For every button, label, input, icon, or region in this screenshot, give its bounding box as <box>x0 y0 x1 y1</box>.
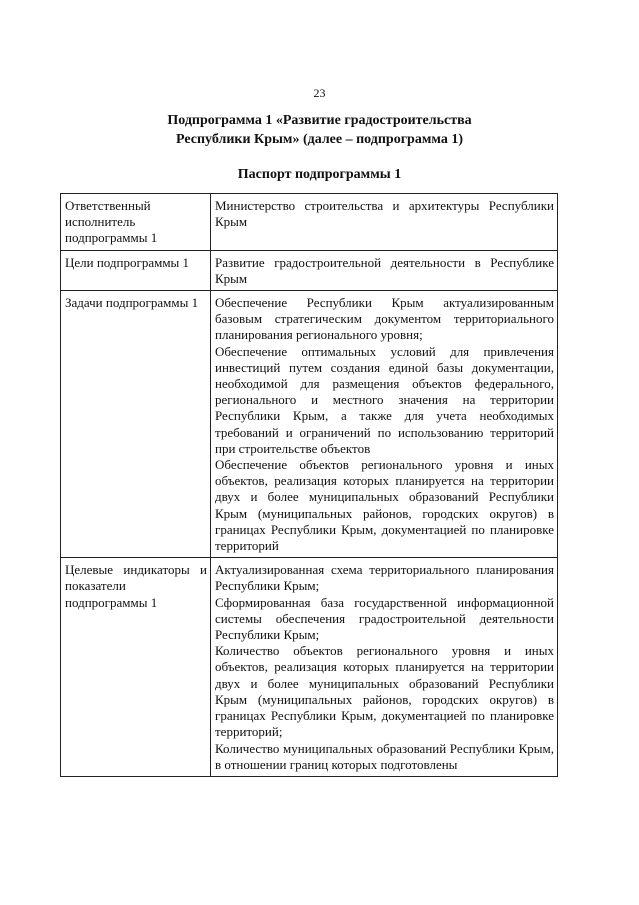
passport-title: Паспорт подпрограммы 1 <box>237 167 402 182</box>
table-row-responsible <box>61 194 558 251</box>
value-paragraph: Обеспечение объектов регионального уровня и иных объектов, реализация которых планируется на территории двух и более муниципальных образований Республики Крым (муниципальных районов, городских округов) в границах Республики Крым, документацией по планировке территорий <box>215 457 554 554</box>
value-paragraph: Количество муниципальных образований Республики Крым, в отношении границ которых подготовлены <box>215 740 554 772</box>
row-value <box>211 194 558 251</box>
row-label: Ответственный исполнитель подпрограммы 1 <box>61 194 211 251</box>
subprogram-title-line1: Подпрограмма 1 «Развитие градостроительства <box>167 113 472 128</box>
row-value <box>211 291 558 558</box>
row-value <box>211 558 558 777</box>
subprogram-title <box>0 111 639 149</box>
value-paragraph: Обеспечение Республики Крым актуализированным базовым стратегическим документом территориального планирования регионального уровня; <box>215 295 554 343</box>
table-row-tasks <box>61 291 558 558</box>
value-paragraph: Актуализированная схема территориального планирования Республики Крым; <box>215 562 554 594</box>
value-paragraph: Обеспечение оптимальных условий для привлечения инвестиций путем создания единой базы документации, необходимой для размещения объектов федерального, регионального и местного значения на территории Республики Крым, а также для учета необходимых требований и ограничений по использованию территорий при строительстве объектов <box>215 343 554 456</box>
value-paragraph: Развитие градостроительной деятельности в Республике Крым <box>215 254 554 286</box>
page-number: 23 <box>313 86 326 100</box>
row-label: Целевые индикаторы и показатели подпрограммы 1 <box>61 558 211 777</box>
row-value <box>211 250 558 290</box>
table-row-goals <box>61 250 558 290</box>
value-paragraph: Сформированная база государственной информационной системы обеспечения градостроительной деятельности Республики Крым; <box>215 594 554 643</box>
value-paragraph: Министерство строительства и архитектуры Республики Крым <box>215 198 554 230</box>
passport-table <box>60 193 558 777</box>
value-paragraph: Количество объектов регионального уровня и иных объектов, реализация которых планируется на территории двух и более муниципальных образований Республики Крым (муниципальных районов, городских округов) в границах Республики Крым, документацией по планировке территорий; <box>215 643 554 740</box>
table-row-indicators <box>61 558 558 777</box>
row-label: Задачи подпрограммы 1 <box>61 291 211 558</box>
row-label: Цели подпрограммы 1 <box>61 250 211 290</box>
subprogram-title-line2: Республики Крым» (далее – подпрограмма 1) <box>176 132 463 147</box>
